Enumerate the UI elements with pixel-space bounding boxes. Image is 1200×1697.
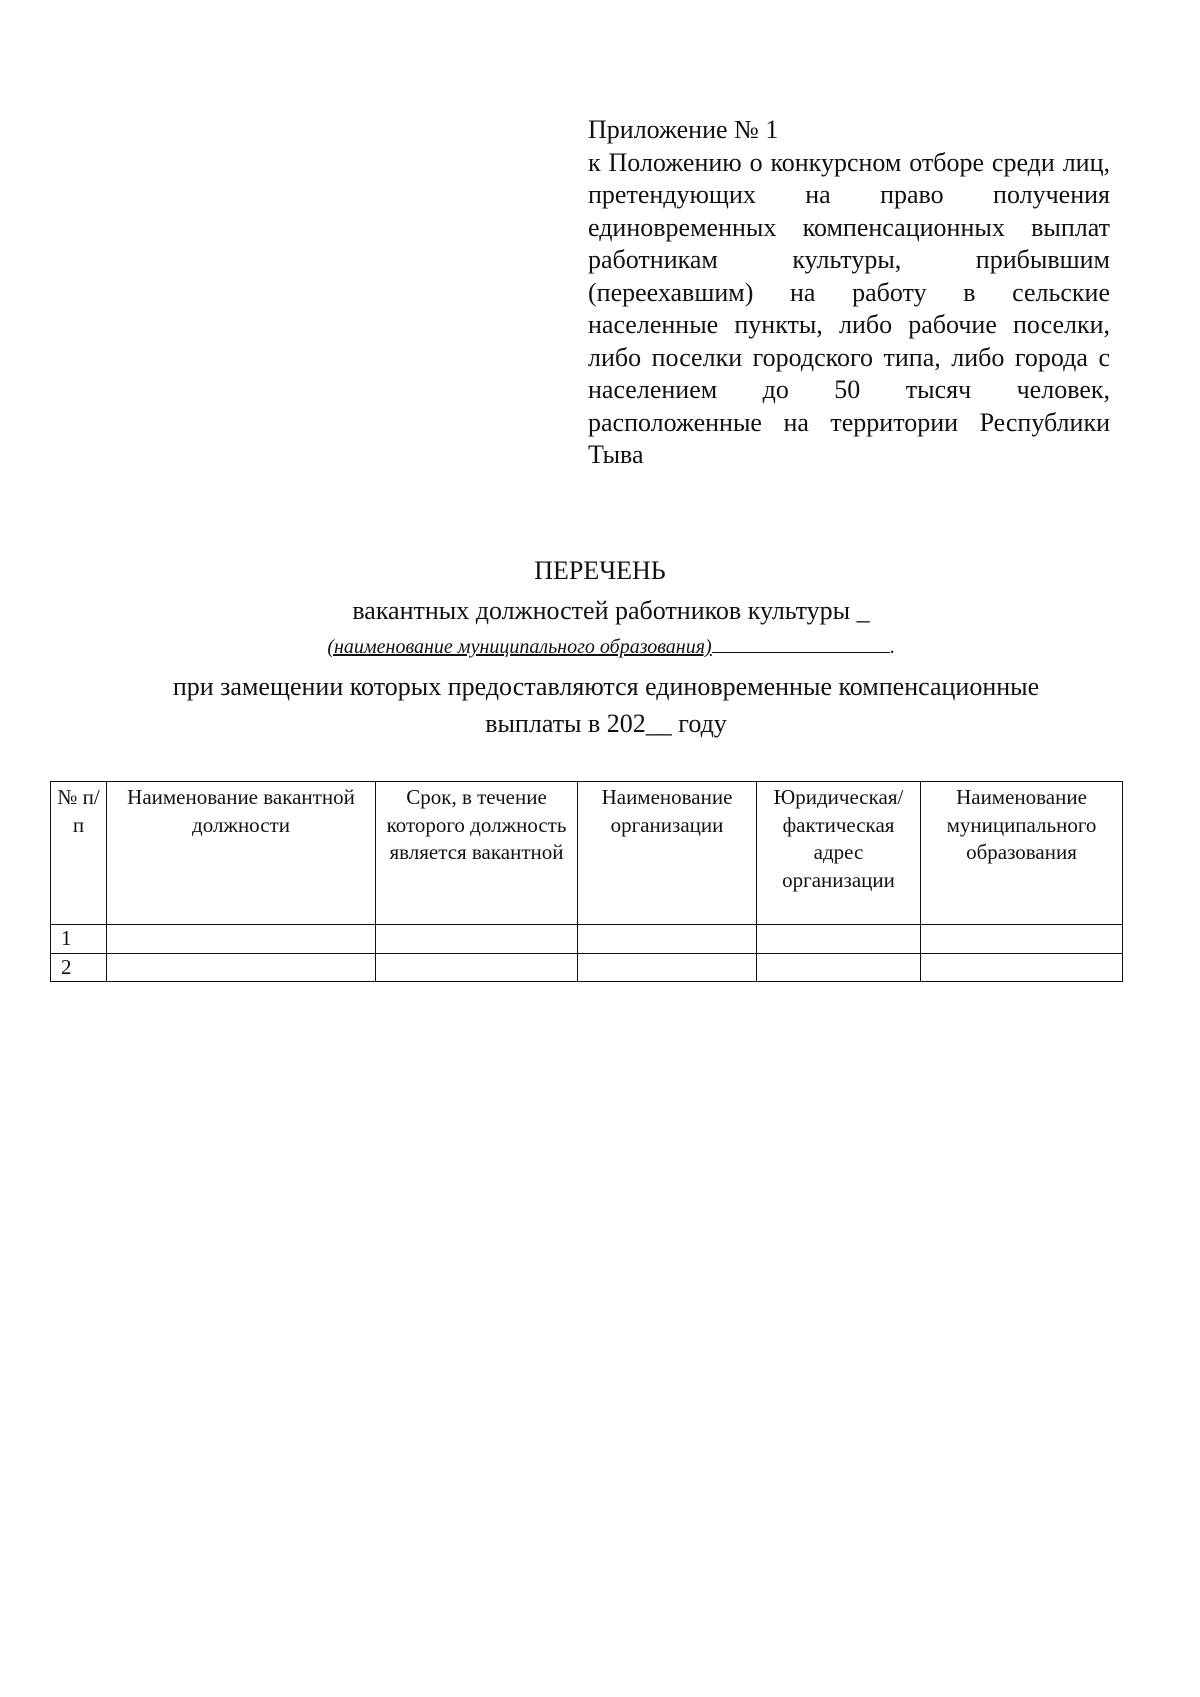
- appendix-body: к Положению о конкурсном отборе среди лиц, претендующих на право получения единовременных компенсационных выплат работникам культуры, прибывшим (переехавшим) на работу в сельские населенные пункты, либо рабочие поселки, либо поселки городского типа, либо города с населением до 50 тысяч человек, расположенные на территории Республики Тыва: [588, 147, 1110, 469]
- municipality-end: .: [889, 636, 895, 658]
- cell-organization: [578, 953, 757, 982]
- header-vacancy-term: Срок, в течение которого должность является вакантной: [376, 782, 578, 925]
- municipality-label: (наименование муниципального образования): [327, 636, 712, 658]
- municipality-placeholder: [0, 634, 1200, 660]
- subtitle-line-2: при замещении которых предоставляются единовременные компенсационные: [172, 672, 1040, 701]
- appendix-block: [588, 114, 1110, 472]
- cell-municipality: [921, 925, 1123, 954]
- appendix-title: Приложение № 1: [588, 115, 779, 144]
- header-position: Наименование вакантной должности: [107, 782, 376, 925]
- header-address: Юридическая/фактическая адрес организации: [757, 782, 921, 925]
- header-number: № п/п: [51, 782, 107, 925]
- cell-vacancy-term: [376, 953, 578, 982]
- subtitle-line-3: выплаты в 202__ году: [485, 709, 727, 738]
- table-row: [51, 925, 1123, 954]
- row-number: 2: [51, 953, 107, 982]
- document-title: ПЕРЕЧЕНЬ: [534, 556, 666, 585]
- vacancies-table: [50, 781, 1123, 982]
- header-municipality: Наименование муниципального образования: [921, 782, 1123, 925]
- header-organization: Наименование организации: [578, 782, 757, 925]
- row-number: 1: [51, 925, 107, 954]
- cell-organization: [578, 925, 757, 954]
- table-row: [51, 953, 1123, 982]
- municipality-fill-line: [712, 634, 890, 653]
- subtitle-line-1: вакантных должностей работников культуры _: [352, 596, 870, 625]
- cell-position: [107, 953, 376, 982]
- cell-municipality: [921, 953, 1123, 982]
- cell-vacancy-term: [376, 925, 578, 954]
- table-header-row: [51, 782, 1123, 925]
- cell-position: [107, 925, 376, 954]
- cell-address: [757, 925, 921, 954]
- cell-address: [757, 953, 921, 982]
